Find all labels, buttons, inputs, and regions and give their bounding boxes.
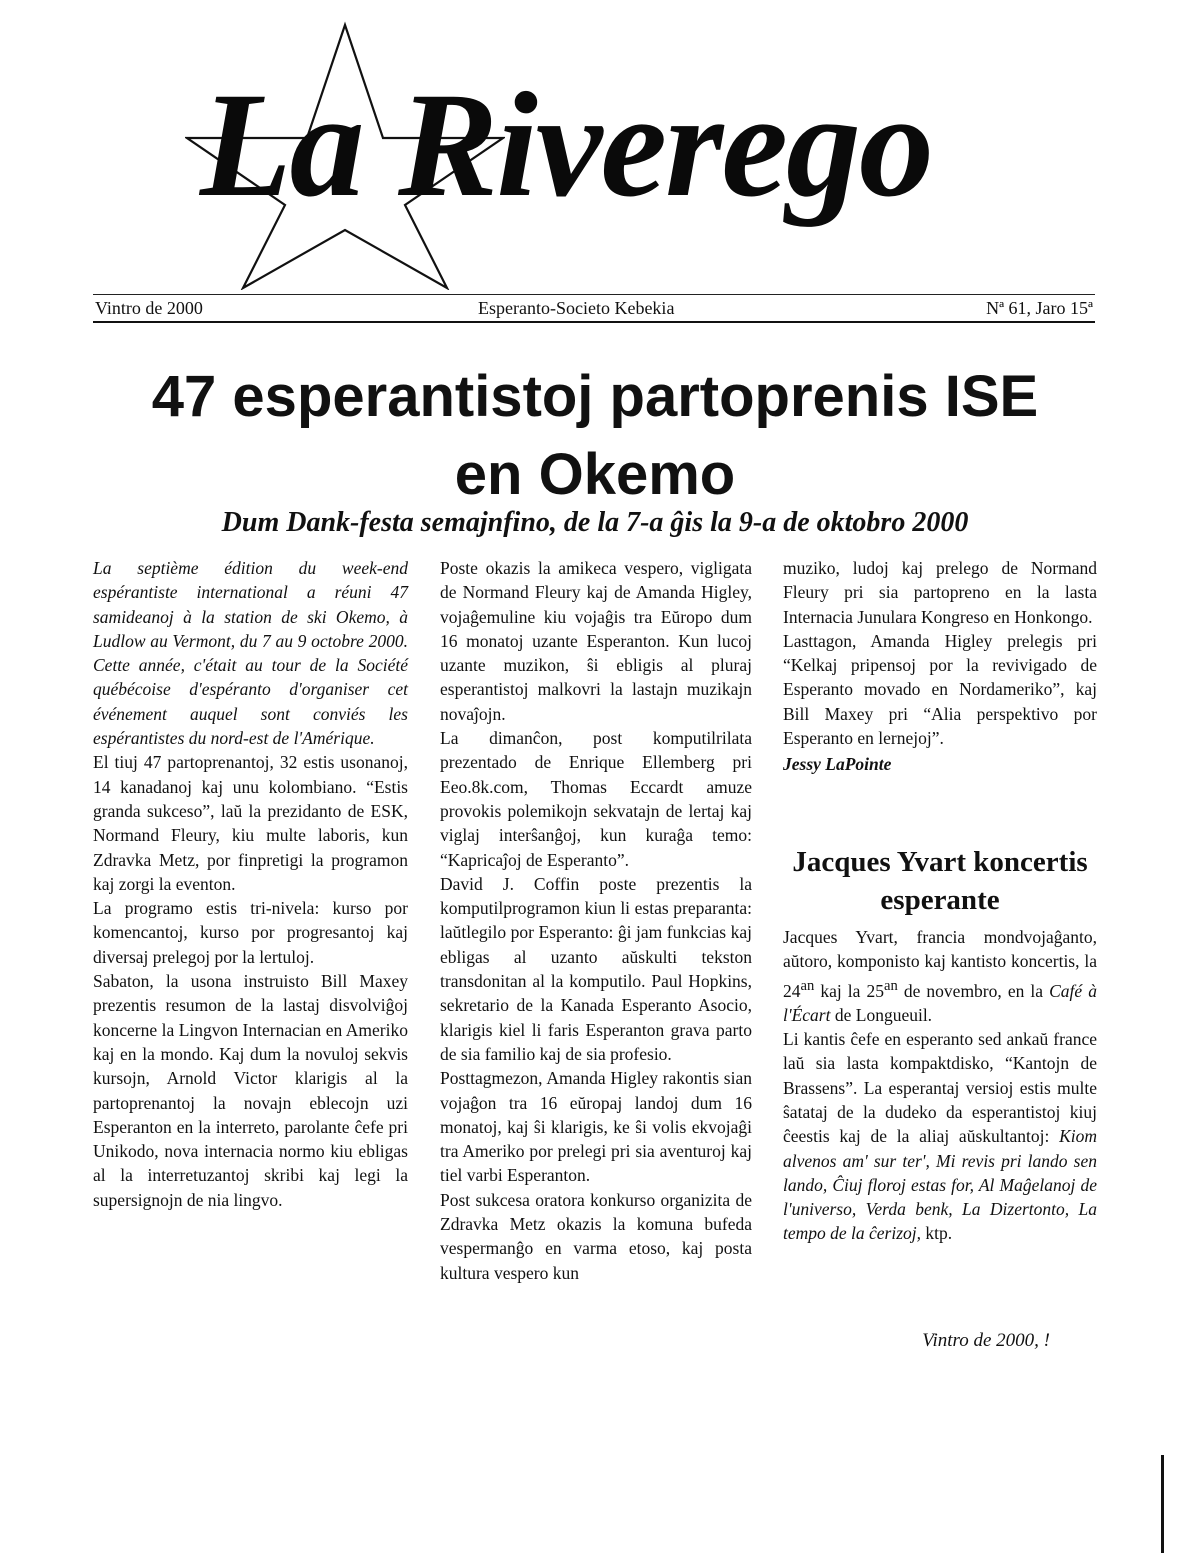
french-intro: La septième édition du week-end espérantiste international a réuni 47 samideanoj à la station de ski Okemo, à Ludlow au Vermont, du 7 au 9 octobre 2000. Cette année, c'était au tour de la Société québécoise d'espéranto d'organiser cet événement auquel sont conviés les espérantistes du nord-est de l'Amérique. [93, 558, 408, 749]
masthead-title: La Riverego [200, 62, 932, 228]
paragraph: Sabaton, la usona instruisto Bill Maxey prezentis resumon de la lastaj disvolviĝoj koncerne la Lingvon Internacian en Ameriko kaj en la mondo. Kaj dum la novuloj sekvis kursojn, Arnold Victor klarigis al la partoprenantoj la novajn eblecojn uzi Esperanton en la interreto, parolante ĉefe pri Unikodo, nova internacia normo kiu ebligas al la interretuzantoj skribi kaj legi la supersignojn de nia lingvo. [93, 971, 408, 1210]
superscript: an [800, 977, 815, 994]
text-run: ktp. [921, 1223, 953, 1244]
headline-line-2: en Okemo [454, 442, 736, 507]
paragraph: muziko, ludoj kaj prelego de Normand Fleury pri sia partopreno en la lasta Internacia Junulara Kongreso en Honkongo. [783, 558, 1097, 627]
article-column-1 [93, 556, 408, 1212]
masthead [90, 20, 1100, 290]
main-headline [90, 358, 1100, 514]
issue-number: Nª 61, Jaro 15ª [986, 298, 1093, 318]
author-signature: Jessy LaPointe [783, 754, 892, 775]
paragraph: David J. Coffin poste prezentis la komputilprogramon kiun li estas preparanta: laŭtlegilo por Esperanto: ĝi jam funkcias kaj ebligas al uzanto aŭskulti tekston transdonitan al la komputilo. Paul Hopkins, sekretario de la Kanada Esperanto Asocio, klarigis kiel li faris Esperanton grava parto de sia familio kaj de sia profesio. [440, 873, 752, 1064]
paragraph [783, 1027, 1097, 1246]
article-column-2 [440, 556, 752, 1285]
headline-line-1: 47 esperantistoj partoprenis ISE [151, 364, 1039, 429]
article-column-3 [783, 556, 1097, 777]
paragraph: Post sukcesa oratora konkurso organizita de Zdravka Metz okazis la komuna bufeda vespermanĝo en varma etoso, kaj posta kultura vespero kun [440, 1189, 752, 1283]
text-run: de Longueuil. [830, 1004, 933, 1025]
text-run: Jacques Yvart, francia mondvojaĝanto, aŭtoro, komponisto kaj kantisto koncertis, la 24 [783, 927, 1097, 1001]
paragraph: La dimanĉon, post komputilrilata prezentado de Enrique Ellemberg pri Eeo.8k.com, Thomas Eccardt amuze provokis polemikojn sekvatajn de lertaj kaj viglaj interŝanĝoj, kun kuraĝa temo: “Kapricaĵoj de Esperanto”. [440, 728, 752, 870]
paragraph: Poste okazis la amikeca vespero, vigligata de Normand Fleury kaj de Amanda Higley, vojaĝemuline kiu vojaĝis tra Eŭropo dum 16 monatoj uzante Esperanton. Kun lucoj uzante muzikon, ŝi ebligis al pluraj esperantistoj malkovri la lastajn muzikajn novaĵojn. [440, 558, 752, 724]
paragraph: La programo estis tri-nivela: kurso por komencantoj, kurso por progresantoj kaj diversaj prelegoj por la lertuloj. [93, 898, 408, 967]
scan-edge-mark [1161, 1455, 1164, 1553]
song-list: Kiom alvenos am' sur ter', Mi revis pri lando sen lando, Ĉiuj floroj estas for, Al Maĝelanoj de l'universo, Verda benk, La Dizertonto, La tempo de la ĉerizoj, [783, 1126, 1097, 1244]
text-run: de novembro, en la [897, 980, 1050, 1001]
sidebar-headline: Jacques Yvart koncertis esperante [792, 846, 1088, 916]
superscript: an [884, 977, 898, 994]
paragraph: Posttagmezon, Amanda Higley rakontis sian vojaĝon tra 16 eŭropaj landoj dum 16 monatoj, kaj ŝi klarigis, ke ŝi volis ekvojaĝi tra Ameriko por prelegi pri sia aventuroj kaj tiel varbi Esperanton. [440, 1068, 752, 1186]
closing-note: Vintro de 2000, ! [922, 1330, 1050, 1351]
issue-info-bar [93, 294, 1095, 323]
text-run: kaj la 25 [814, 980, 884, 1001]
issue-date: Vintro de 2000 [95, 298, 203, 318]
subheadline: Dum Dank-festa semajnfino, de la 7-a ĝis la 9-a de oktobro 2000 [221, 507, 969, 538]
venue-name: Café à l'Écart [783, 980, 1097, 1025]
sidebar-article-body [783, 925, 1097, 1246]
paragraph [783, 925, 1097, 1027]
text-run: Li kantis ĉefe en esperanto sed ankaŭ france laŭ sia lasta kompaktdisko, “Kantojn de Brassens”. La esperantaj versioj estis multe ŝatataj de la dudeko da esperantistoj kiuj ĉeestis kaj de la aliaj aŭskultantoj: [783, 1029, 1097, 1147]
paragraph: Lasttagon, Amanda Higley prelegis pri “Kelkaj pripensoj por la revivigado de Esperanto movado en Nordameriko”, kaj Bill Maxey pri “Alia perspektivo por Esperanto en lernejoj”. [783, 630, 1097, 749]
organization-name: Esperanto-Societo Kebekia [478, 298, 675, 318]
paragraph: El tiuj 47 partoprenantoj, 32 estis usonanoj, 14 kanadanoj kaj unu kolombiano. “Estis granda sukceso”, laŭ la prezidanto de ESK, Normand Fleury, kiu multe laboris, kun Zdravka Metz, por finpretigi la programon kaj zorgi la eventon. [93, 752, 408, 894]
